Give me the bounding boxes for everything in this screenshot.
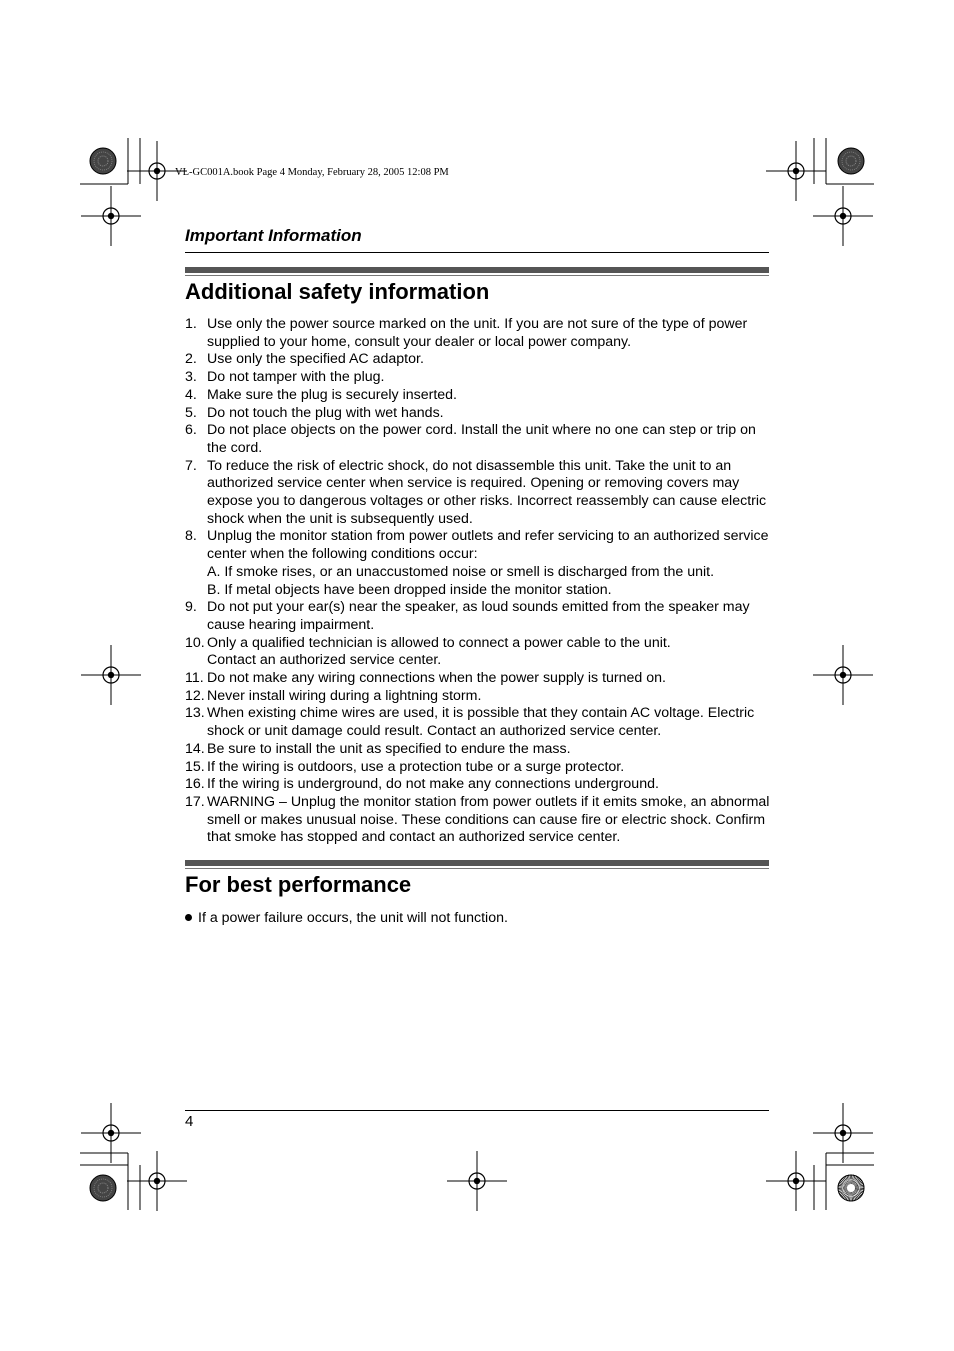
- safety-item: [185, 387, 775, 405]
- safety-item-text: Be sure to install the unit as specified to endure the mass.: [207, 740, 571, 757]
- safety-item-text: Never install wiring during a lightning storm.: [207, 687, 482, 704]
- safety-item-text: shock or unit damage could result. Contact an authorized service center.: [207, 723, 662, 740]
- safety-item-text: To reduce the risk of electric shock, do not disassemble this unit. Take the unit to an: [207, 457, 732, 474]
- safety-item-text: smell or makes unusual noise. These conditions can cause fire or electric shock. Confirm: [207, 811, 766, 828]
- safety-heading: Additional safety information: [185, 279, 490, 304]
- safety-item-number: 13.: [185, 705, 205, 722]
- safety-item-text: Do not make any wiring connections when the power supply is turned on.: [207, 670, 666, 687]
- safety-item-number: 7.: [185, 457, 197, 474]
- safety-item-number: 5.: [185, 404, 197, 421]
- safety-item-text: Do not touch the plug with wet hands.: [207, 404, 444, 421]
- safety-item-number: 14.: [185, 740, 205, 757]
- safety-item-number: 11.: [185, 670, 204, 687]
- safety-item-text: If the wiring is underground, do not make any connections underground.: [207, 776, 659, 793]
- safety-item-number: 17.: [185, 793, 205, 810]
- safety-item-number: 15.: [185, 758, 205, 775]
- performance-heading: For best performance: [185, 872, 412, 897]
- safety-item: [185, 759, 775, 777]
- safety-heading-rule: [185, 267, 769, 273]
- safety-item-number: 6.: [185, 422, 197, 439]
- safety-item-number: 3.: [185, 369, 197, 386]
- safety-item-text: A. If smoke rises, or an unaccustomed noise or smell is discharged from the unit.: [207, 563, 715, 580]
- safety-item-number: 9.: [185, 599, 197, 616]
- performance-bullet: [185, 910, 508, 926]
- safety-list: [185, 316, 775, 847]
- safety-item-text: If the wiring is outdoors, use a protection tube or a surge protector.: [207, 758, 625, 775]
- safety-item-text: center when the following conditions occur:: [207, 546, 478, 563]
- footer-divider: [185, 1110, 769, 1111]
- safety-item-number: 2.: [185, 351, 197, 368]
- safety-item-text: WARNING – Unplug the monitor station from power outlets if it emits smoke, an abnormal: [207, 793, 770, 810]
- safety-item-text: cause hearing impairment.: [207, 616, 375, 633]
- safety-item-text: authorized service center when service is required. Opening or removing covers may: [207, 475, 740, 492]
- safety-item: [185, 369, 775, 387]
- safety-item-number: 1.: [185, 316, 197, 332]
- safety-item-text: that smoke has stopped and contact an authorized service center.: [207, 829, 621, 846]
- safety-item-text: Do not put your ear(s) near the speaker, as loud sounds emitted from the speaker may: [207, 599, 750, 616]
- safety-item-text: Unplug the monitor station from power outlets and refer servicing to an authorized service: [207, 528, 769, 545]
- safety-item-text: expose you to dangerous voltages or other risks. Incorrect reassembly can cause electric: [207, 493, 767, 510]
- print-slug: VL-GC001A.book Page 4 Monday, February 28, 2005 12:08 PM: [175, 167, 449, 178]
- safety-item: [185, 405, 775, 423]
- safety-item-text: When existing chime wires are used, it is possible that they contain AC voltage. Electric: [207, 705, 755, 722]
- safety-item-text: Do not place objects on the power cord. Install the unit where no one can step or trip on: [207, 422, 756, 439]
- safety-item-text: B. If metal objects have been dropped inside the monitor station.: [207, 581, 612, 598]
- safety-item-text: the cord.: [207, 439, 263, 456]
- safety-item-number: 4.: [185, 386, 197, 403]
- safety-item-text: Contact an authorized service center.: [207, 652, 442, 669]
- safety-item: [185, 458, 775, 529]
- safety-item: [185, 422, 775, 457]
- safety-item-text: Only a qualified technician is allowed to connect a power cable to the unit.: [207, 634, 671, 651]
- safety-item-text: Use only the power source marked on the unit. If you are not sure of the type of power: [207, 316, 748, 332]
- safety-item: [185, 705, 775, 740]
- safety-item: [185, 351, 775, 369]
- safety-item: [185, 316, 775, 351]
- safety-item: [185, 528, 775, 599]
- safety-item: [185, 599, 775, 634]
- section-header: Important Information: [185, 226, 362, 245]
- safety-item-text: Make sure the plug is securely inserted.: [207, 386, 457, 403]
- bullet-icon: [185, 914, 192, 921]
- header-divider: [185, 252, 769, 253]
- safety-item: [185, 776, 775, 794]
- safety-item-text: supplied to your home, consult your dealer or local power company.: [207, 333, 632, 350]
- safety-item-text: Use only the specified AC adaptor.: [207, 351, 424, 368]
- safety-item-number: 8.: [185, 528, 197, 545]
- safety-item: [185, 635, 775, 670]
- performance-heading-rule: [185, 860, 769, 866]
- safety-item: [185, 741, 775, 759]
- safety-item-number: 10.: [185, 634, 205, 651]
- performance-bullet-text: If a power failure occurs, the unit will not function.: [198, 910, 508, 926]
- safety-item-text: Do not tamper with the plug.: [207, 369, 385, 386]
- safety-item: [185, 670, 775, 688]
- page-number: 4: [185, 1113, 194, 1130]
- safety-item: [185, 794, 775, 847]
- safety-item-number: 12.: [185, 687, 205, 704]
- safety-item-text: shock when the unit is subsequently used.: [207, 510, 473, 527]
- safety-item: [185, 688, 775, 706]
- safety-item-number: 16.: [185, 776, 205, 793]
